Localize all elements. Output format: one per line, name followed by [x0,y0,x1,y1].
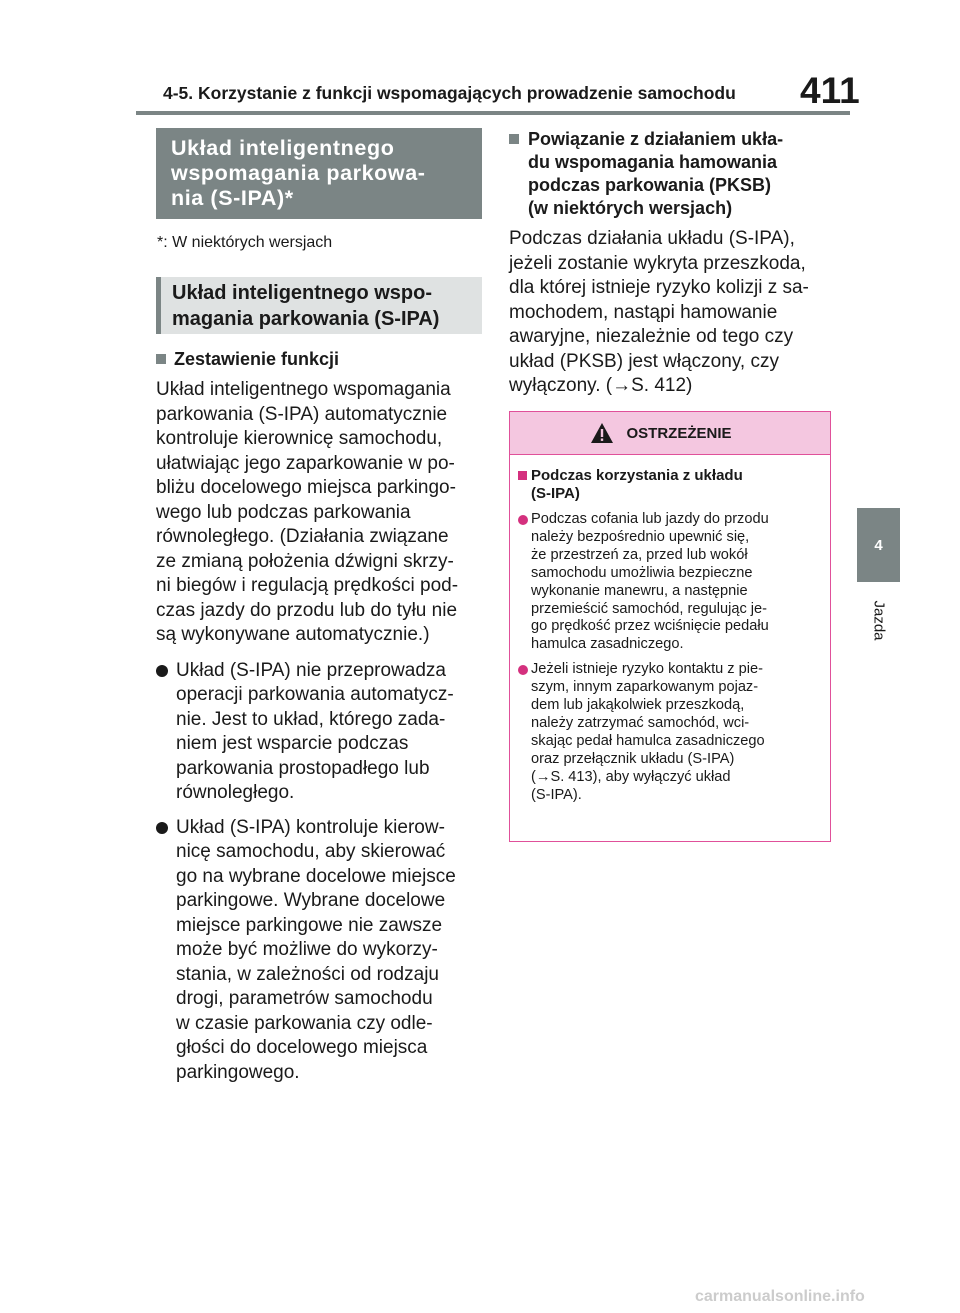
list-item: Układ (S-IPA) kontroluje kierow- nicę samochodu, aby skierować go na wybrane docelowe miejsce parkingowe. Wybrane docelowe miejsce parkingowe nie zawsze może być możliwe do wykorzy- stania, w zależności od rodzaju drogi, parametrów samochodu w czasie parkowania czy odle- głości do docelowego miejsca parkingowego. [156,816,482,1086]
square-bullet-icon [509,134,519,144]
bullet-dot-icon [156,822,168,834]
list-item: Jeżeli istnieje ryzyko kontaktu z pie- szym, innym zaparkowanym pojaz- dem lub jakąkolwiek przeszkodą, należy zatrzymać samochód, wci- skając pedał hamulca zasadniczego oraz przełącznik układu (S-IPA) (→S. 413), aby wyłączyć układ (S-IPA). [518,661,820,804]
bullet-dot-icon [156,665,168,677]
warning-triangle-icon [590,422,614,444]
subheading-pksb: Powiązanie z działaniem ukła- du wspomagania hamowania podczas parkowania (PKSB) (w niektórych wersjach) [509,128,833,220]
page-number: 411 [800,70,860,111]
left-column [156,128,482,1085]
intro-paragraph: Układ inteligentnego wspomagania parkowania (S-IPA) automatycznie kontroluje kierownicę samochodu, ułatwiając jego zaparkowanie w po- bliżu docelowego miejsca parkingo- wego lub podczas parkowania równoległego. (Działania związane ze zmianą położenia dźwigni skrzy- ni biegów i regulacją prędkości pod- czas jazdy do przodu lub do tyłu nie są wykonywane automatycznie.) [156,379,459,645]
warning-content [510,455,830,805]
chapter-label: Jazda [870,599,888,641]
warning-box [509,411,831,842]
pksb-paragraph: Podczas działania układu (S-IPA), jeżeli zostanie wykryta przeszkoda, dla której istnieje ryzyko kolizji z sa- mochodem, nastąpi hamowanie awaryjne, niezależnie od tego czy układ (PKSB) jest włączony, czy wyłączony. (→S. 412) [509,228,809,396]
header-title: 4-5. Korzystanie z funkcji wspomagających prowadzenie samochodu [163,83,736,103]
main-heading: Układ inteligentnego wspomagania parkowa- nia (S-IPA)* [156,128,482,219]
bullet-dot-icon [518,665,528,675]
footnote: *: W niektórych wersjach [157,234,333,251]
header-rule [136,111,850,115]
warning-subheading: Podczas korzystania z układu (S-IPA) [518,467,820,503]
right-column [509,128,833,399]
section-heading: Układ inteligentnego wspo- magania parkowania (S-IPA) [156,277,482,334]
list-item: Układ (S-IPA) nie przeprowadza operacji parkowania automatycz- nie. Jest to układ, którego zada- niem jest wsparcie podczas parkowania prostopadłego lub równoległego. [156,659,482,806]
warning-title: OSTRZEŻENIE [626,424,732,442]
chapter-tab[interactable]: 4 [857,508,900,582]
square-bullet-icon [518,471,527,480]
warning-header [510,412,830,455]
bullet-dot-icon [518,515,528,525]
list-item: Podczas cofania lub jazdy do przodu należy bezpośrednio upewnić się, że przestrzeń za, przed lub wokół samochodu umożliwia bezpieczne wykonanie manewru, a następnie przemieścić samochód, regulując je- go prędkość przez wciśnięcie pedału hamulca zasadniczego. [518,511,820,654]
watermark: carmanualsonline.info [695,1288,865,1305]
square-bullet-icon [156,354,166,364]
subheading-functions: Zestawienie funkcji [156,348,482,371]
